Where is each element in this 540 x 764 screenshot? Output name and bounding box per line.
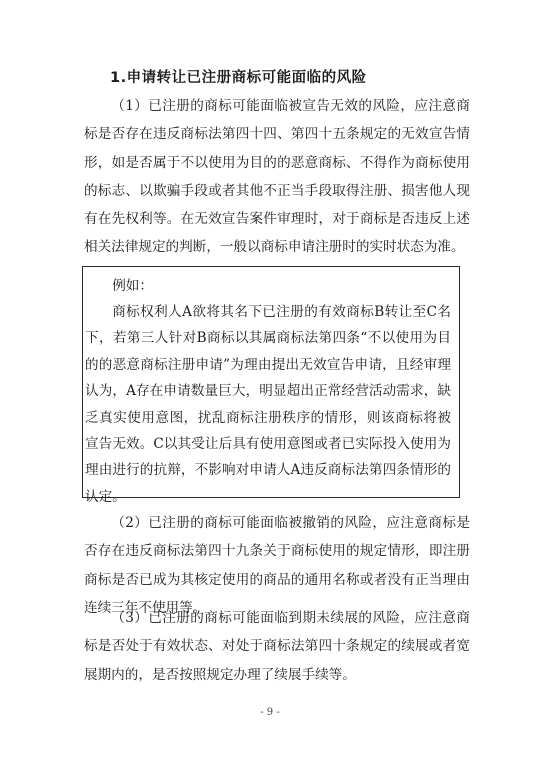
paragraph-invalidation-risk: （1）已注册的商标可能面临被宣告无效的风险，应注意商标是否存在违反商标法第四十四、第四十五条规定的无效宣告情形，如是否属于不以使用为目的的恶意商标、不得作为商标使用的标志、以欺骗手段或者其他不正当手段取得注册、损害他人现有在先权利等。在无效宣告案件审理时，对于商标是否违反上述相关法律规定的判断，一般以商标申请注册时的实时状态为准。 xyxy=(84,98,470,256)
example-box xyxy=(82,266,460,505)
example-label: 例如： xyxy=(112,278,153,294)
section-heading: 1.申请转让已注册商标可能面临的风险 xyxy=(110,70,367,86)
paragraph-revocation-risk: （2）已注册的商标可能面临被撤销的风险，应注意商标是否存在违反商标法第四十九条关于商标使用的规定情形，即注册商标是否已成为其核定使用的商品的通用名称或者没有正当理由连续三年不使用等。 xyxy=(84,515,470,616)
page-number: - 9 - xyxy=(260,707,280,718)
example-body: 商标权利人A欲将其名下已注册的有效商标B转让至C名下，若第三人针对B商标以其属商标法第四条“不以使用为目的的恶意商标注册申请”为理由提出无效宣告申请，且经审理认为，A存在申请数量巨大，明显超出正常经营活动需求，缺乏真实使用意图，扰乱商标注册秩序的情形，则该商标将被宣告无效。C以其受让后具有使用意图或者已实际投入使用为理由进行的抗辩，不影响对申请人A违反商标法第四条情形的认定。 xyxy=(85,304,451,505)
paragraph-renewal-risk: （3）已注册的商标可能面临到期未续展的风险，应注意商标是否处于有效状态、对处于商标法第四十条规定的续展或者宽展期内的，是否按照规定办理了续展手续等。 xyxy=(84,610,470,683)
